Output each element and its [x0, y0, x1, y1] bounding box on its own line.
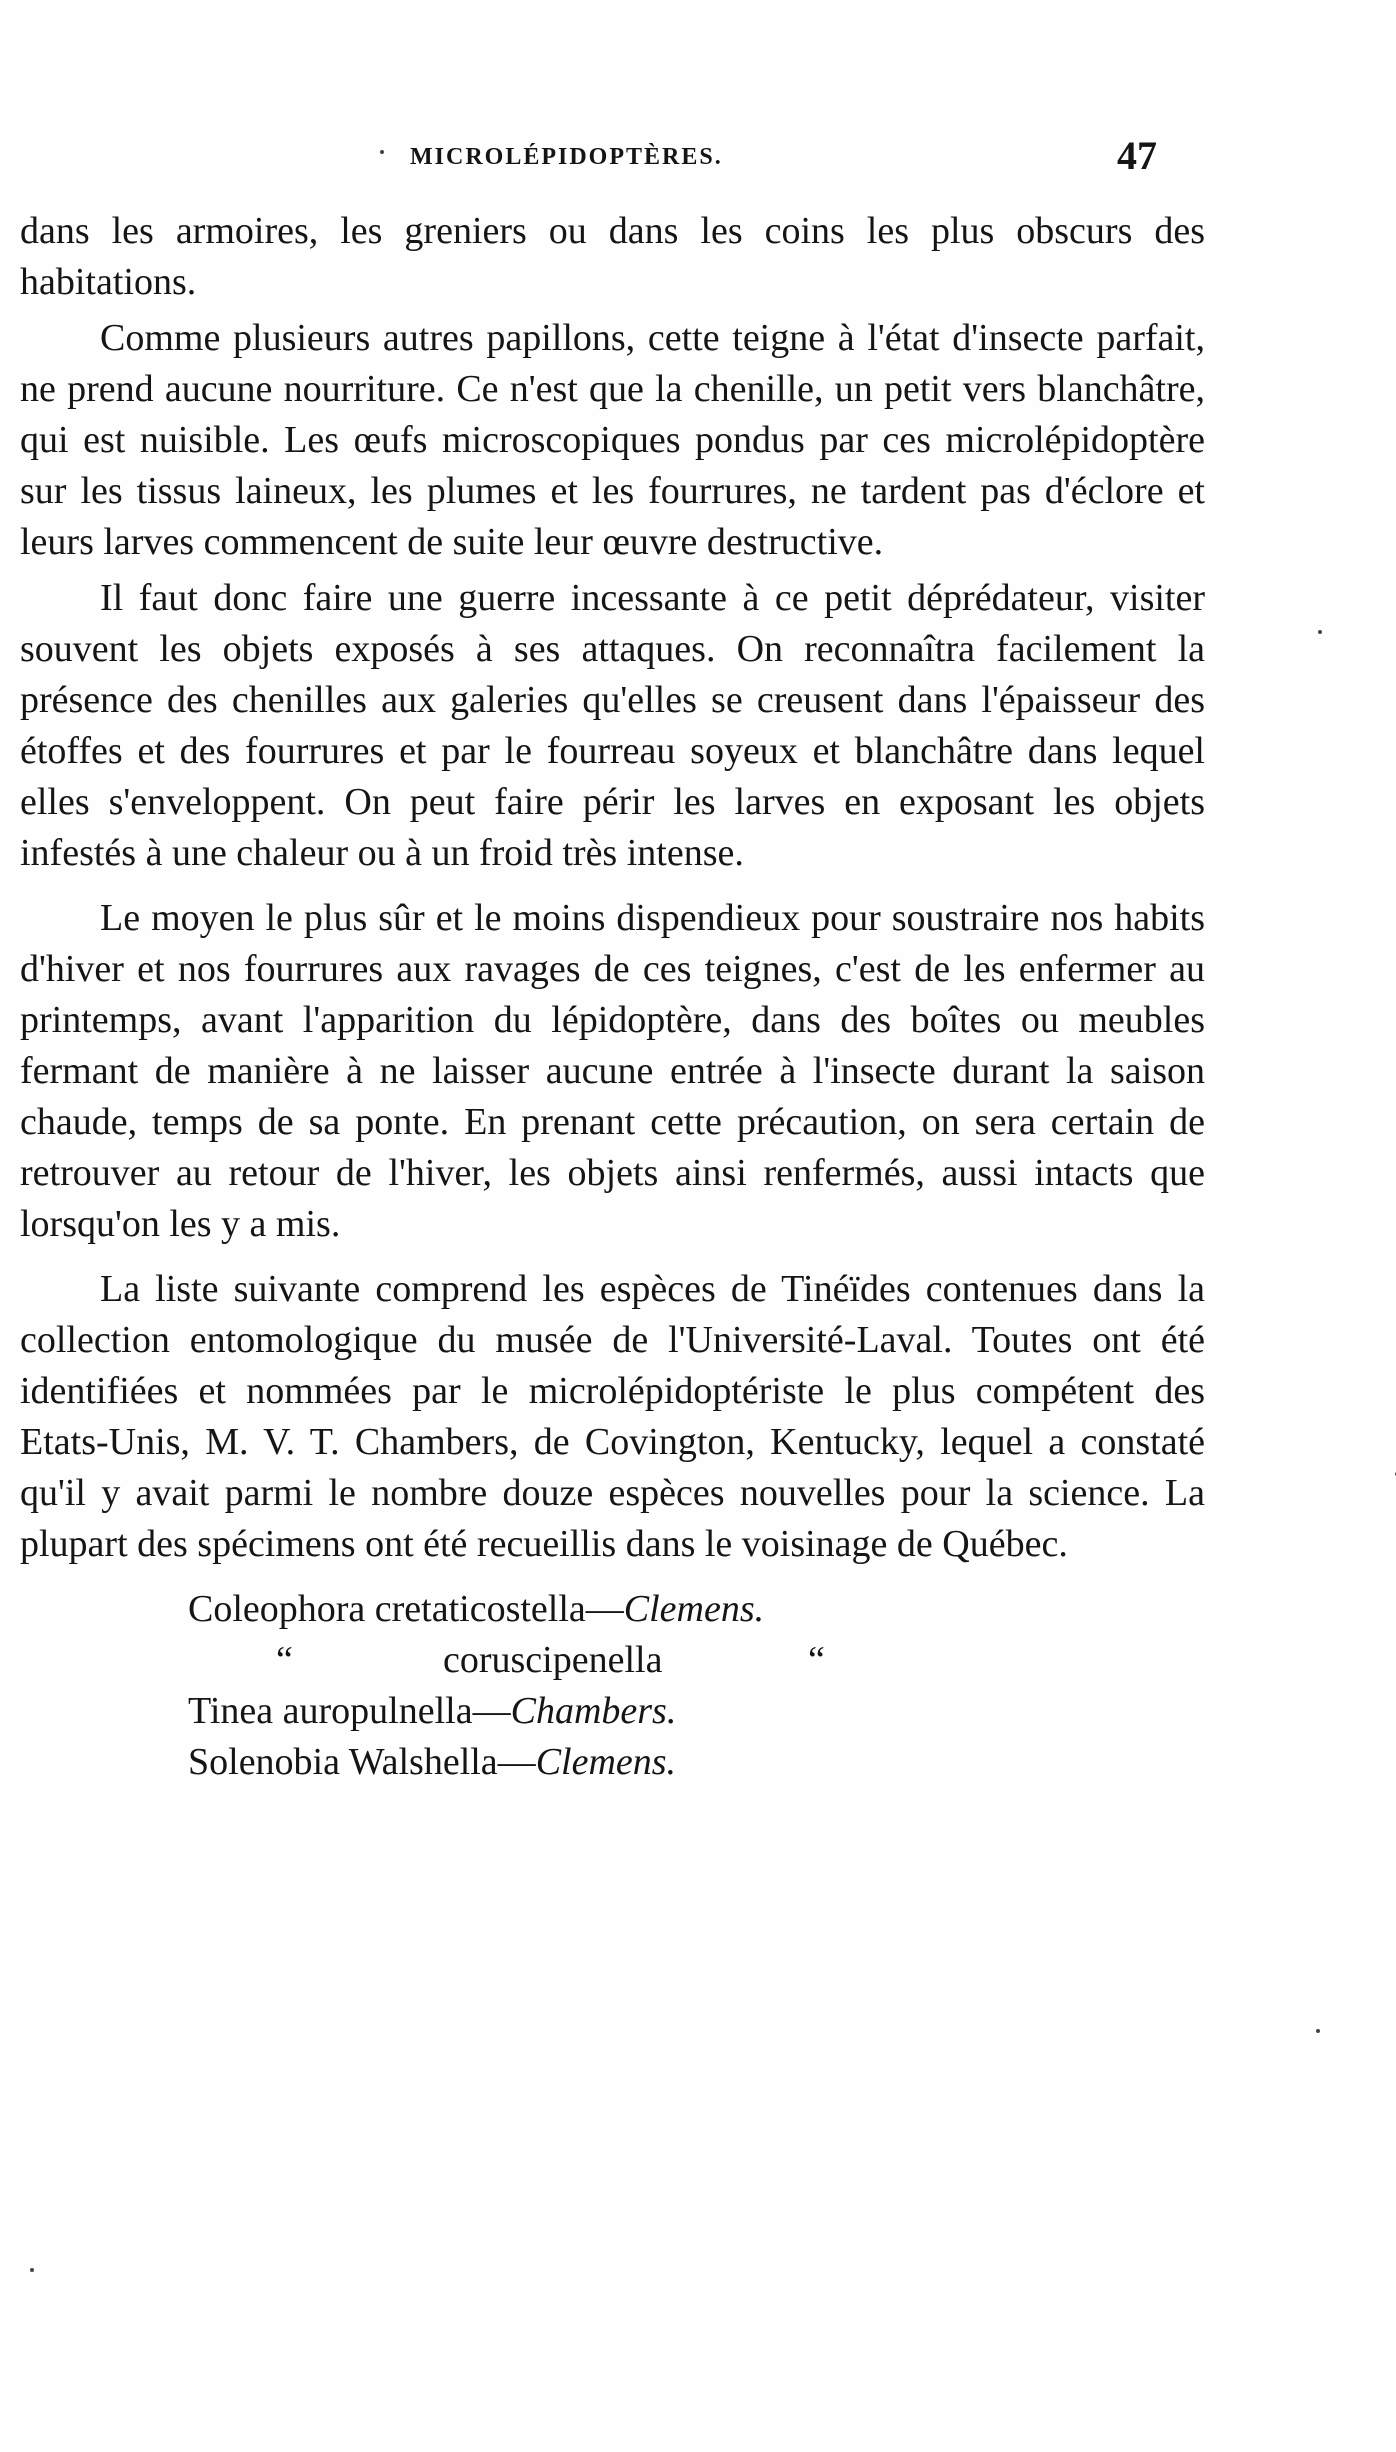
ink-speck [1316, 2029, 1320, 2033]
species-author: Clemens. [535, 1741, 677, 1783]
species-name: Solenobia Walshella— [188, 1741, 536, 1783]
species-author: Clemens. [623, 1588, 765, 1630]
paragraph-war-on-pest: Il faut donc faire une guerre incessante à ce petit déprédateur, visiter souvent les objets exposés à ses attaques. On reconnaîtra facilement la présence des chenilles aux galeries qu'elles se creusent dans l'épaisseur des étoffes et des fourrures et par le fourreau soyeux et blanchâtre dans lequel elles s'enveloppent. On peut faire périr les larves en exposant les objets infestés à une chaleur ou à un froid très intense. [20, 577, 1205, 874]
paragraph-protection-method: Le moyen le plus sûr et le moins dispendieux pour soustraire nos habits d'hiver et nos fourrures aux ravages de ces teignes, c'est de les enfermer au printemps, avant l'apparition du lépidoptère, dans des boîtes ou meubles fermant de manière à ne laisser aucune entrée à l'insecte durant la saison chaude, temps de sa ponte. En prenant cette précaution, on sera certain de retrouver au retour de l'hiver, les objets ainsi renfermés, aussi intacts que lorsqu'on les y a mis. [20, 897, 1205, 1245]
species-list [20, 1584, 1205, 1788]
running-title: MICROLÉPIDOPTÈRES. [410, 144, 723, 170]
species-item [188, 1686, 1205, 1737]
ink-speck [1318, 630, 1322, 634]
ditto-mark: “ [276, 1639, 293, 1681]
species-name: Coleophora cretaticostella— [188, 1588, 624, 1630]
species-author: Chambers. [510, 1690, 677, 1732]
species-name: coruscipenella [443, 1639, 663, 1681]
species-item [188, 1737, 1205, 1788]
paragraph-species-intro: La liste suivante comprend les espèces de Tinéïdes contenues dans la collection entomologique du musée de l'Université-Laval. Toutes ont été identifiées et nommées par le microlépidoptériste le plus compétent des Etats-Unis, M. V. T. Chambers, de Covington, Kentucky, lequel a constaté qu'il y avait parmi le nombre douze espèces nouvelles pour la science. La plupart des spécimens ont été recueillis dans le voisinage de Québec. [20, 1268, 1205, 1565]
species-name: Tinea auropulnella— [188, 1690, 511, 1732]
paragraph-continuation: dans les armoires, les greniers ou dans les coins les plus obscurs des habitations. [20, 210, 1205, 303]
ink-speck [30, 2268, 34, 2272]
species-item [188, 1635, 1205, 1686]
ink-speck [380, 150, 384, 154]
body-text [20, 206, 1205, 1788]
ditto-mark: “ [808, 1639, 825, 1681]
paragraph-moth-feeding: Comme plusieurs autres papillons, cette teigne à l'état d'insecte parfait, ne prend aucune nourriture. Ce n'est que la chenille, un petit vers blanchâtre, qui est nuisible. Les œufs microscopiques pondus par ces microlépidoptère sur les tissus laineux, les plumes et les fourrures, ne tardent pas d'éclore et leurs larves commencent de suite leur œuvre destructive. [20, 317, 1205, 563]
species-item [188, 1584, 1205, 1635]
running-head [0, 133, 1396, 178]
page-number: 47 [1117, 133, 1157, 178]
